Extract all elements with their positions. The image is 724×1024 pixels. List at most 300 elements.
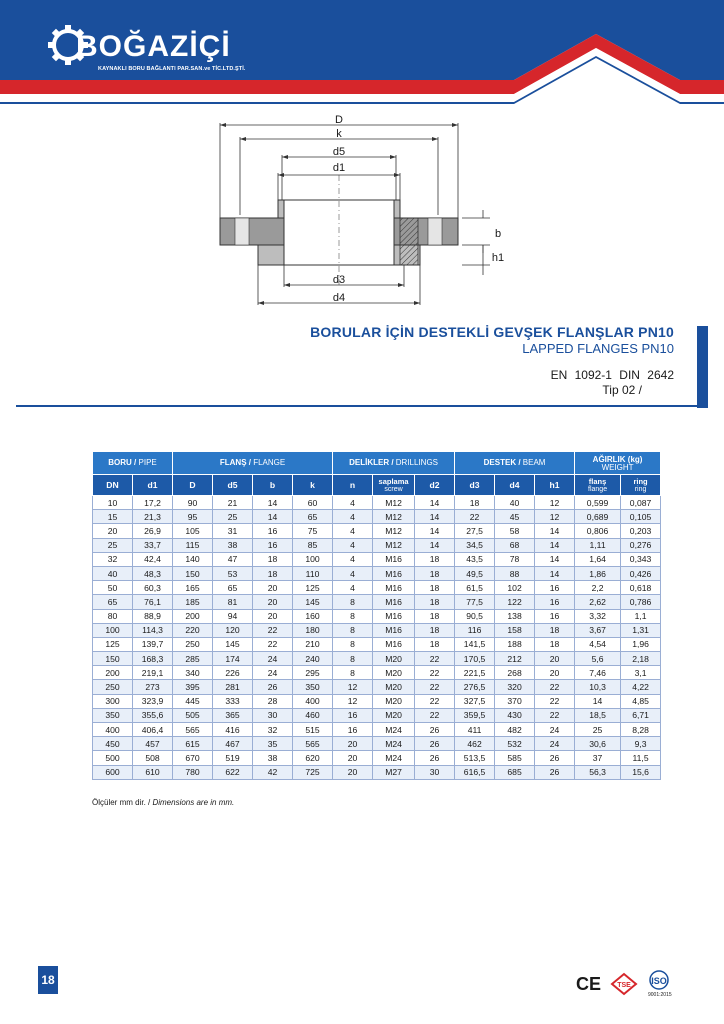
table-cell: 14 [575,694,621,708]
table-cell: 8 [333,666,373,680]
table-cell: M16 [373,623,415,637]
group-header-beam: DESTEK / BEAM [455,452,575,475]
table-cell: 12 [535,510,575,524]
table-cell: 22 [253,637,293,651]
table-cell: 4 [333,552,373,566]
table-cell: 16 [535,581,575,595]
table-cell: 60,3 [133,581,173,595]
table-cell: 3,1 [621,666,661,680]
table-cell: M20 [373,652,415,666]
table-cell: 185 [173,595,213,609]
table-cell: 68 [495,538,535,552]
table-cell: 620 [293,751,333,765]
table-cell: 16 [253,524,293,538]
table-cell: 40 [93,566,133,580]
iso-year: 9001:2015 [648,992,672,998]
table-cell: M20 [373,666,415,680]
table-cell: 76,1 [133,595,173,609]
dim-label-b: b [494,228,502,240]
table-cell: 18 [415,637,455,651]
table-cell: 105 [173,524,213,538]
table-cell: 116 [455,623,495,637]
col-header-dn: DN [93,475,133,496]
table-cell: M16 [373,637,415,651]
table-cell: 350 [293,680,333,694]
table-cell: 0,786 [621,595,661,609]
table-cell: 145 [293,595,333,609]
table-cell: M16 [373,595,415,609]
table-cell: 18 [535,637,575,651]
table-cell: 26,9 [133,524,173,538]
table-cell: 16 [535,595,575,609]
table-cell: 250 [93,680,133,694]
table-cell: 102 [495,581,535,595]
table-cell: 56,3 [575,765,621,779]
table-cell: 457 [133,737,173,751]
col-header-screw: saplama screw [373,475,415,496]
table-cell: 122 [495,595,535,609]
table-cell: 0,599 [575,496,621,510]
table-cell: 0,689 [575,510,621,524]
table-cell: 94 [213,609,253,623]
page-number: 18 [38,966,58,994]
table-cell: 281 [213,680,253,694]
table-cell: 22 [415,666,455,680]
table-cell: 1,31 [621,623,661,637]
table-cell: 482 [495,723,535,737]
table-cell: 81 [213,595,253,609]
table-cell: 1,64 [575,552,621,566]
table-cell: 0,105 [621,510,661,524]
col-header-n: n [333,475,373,496]
title-english: LAPPED FLANGES PN10 [522,341,674,356]
table-cell: 12 [333,694,373,708]
table-cell: 15,6 [621,765,661,779]
table-cell: 77,5 [455,595,495,609]
table-row [93,595,661,609]
table-cell: M12 [373,524,415,538]
table-cell: 22 [415,652,455,666]
table-cell: 22 [455,510,495,524]
col-header-D: D [173,475,213,496]
table-cell: 26 [415,751,455,765]
table-cell: 88 [495,566,535,580]
table-cell: 150 [93,652,133,666]
table-cell: 519 [213,751,253,765]
table-cell: 725 [293,765,333,779]
dim-label-k: k [336,128,342,140]
brand-subtitle: KAYNAKLI BORU BAĞLANTI PAR.SAN.ve TİC.LTD.ŞTİ. [98,66,246,72]
table-cell: 20 [333,765,373,779]
table-cell: 395 [173,680,213,694]
table-body [93,496,661,780]
table-cell: 22 [535,680,575,694]
table-cell: 45 [495,510,535,524]
table-cell: 65 [93,595,133,609]
table-row [93,666,661,680]
table-cell: 210 [293,637,333,651]
table-cell: M16 [373,566,415,580]
title-turkish: BORULAR İÇİN DESTEKLİ GEVŞEK FLANŞLAR PN10 [310,324,674,340]
col-header-d5: d5 [213,475,253,496]
table-row [93,723,661,737]
table-cell: 327,5 [455,694,495,708]
tse-logo-icon [612,974,636,994]
table-cell: 37 [575,751,621,765]
type-label: Tip 02 / [602,383,642,397]
table-cell: 5,6 [575,652,621,666]
table-cell: 505 [173,708,213,722]
table-cell: 500 [93,751,133,765]
table-cell: 30,6 [575,737,621,751]
dimensions-note: Ölçüler mm dir. / Dimensions are in mm. [92,798,235,807]
table-cell: 65 [293,510,333,524]
table-cell: 4 [333,581,373,595]
table-cell: 34,5 [455,538,495,552]
table-cell: 18 [415,609,455,623]
table-row [93,623,661,637]
table-cell: 565 [293,737,333,751]
table-cell: 22 [535,694,575,708]
table-cell: 24 [253,652,293,666]
table-cell: 25 [213,510,253,524]
brand-name: BOĞAZİÇİ [76,30,231,63]
table-cell: 15 [93,510,133,524]
table-cell: 0,203 [621,524,661,538]
table-cell: M16 [373,581,415,595]
table-cell: 14 [415,496,455,510]
title-block [310,324,674,397]
table-cell: 8 [333,652,373,666]
col-header-d4: d4 [495,475,535,496]
table-row [93,708,661,722]
table-cell: 20 [535,666,575,680]
table-cell: 4,85 [621,694,661,708]
table-cell: 14 [253,496,293,510]
table-cell: 273 [133,680,173,694]
dim-label-d3: d3 [332,274,346,286]
table-cell: 221,5 [455,666,495,680]
table-cell: 174 [213,652,253,666]
table-cell: 20 [253,595,293,609]
table-cell: 14 [415,524,455,538]
col-header-flange-weight: flanş flange [575,475,621,496]
table-cell: 61,5 [455,581,495,595]
table-cell: 65 [213,581,253,595]
table-cell: 42,4 [133,552,173,566]
table-cell: 48,3 [133,566,173,580]
table-row [93,581,661,595]
table-cell: 370 [495,694,535,708]
table-cell: 268 [495,666,535,680]
table-cell: 406,4 [133,723,173,737]
table-cell: 4,54 [575,637,621,651]
table-cell: 400 [93,723,133,737]
table-row [93,566,661,580]
table-cell: 10 [93,496,133,510]
table-cell: 138 [495,609,535,623]
header-band [0,0,724,110]
table-cell: 8 [333,595,373,609]
table-cell: 180 [293,623,333,637]
table-cell: 445 [173,694,213,708]
table-cell: 25 [575,723,621,737]
table-cell: 150 [173,566,213,580]
table-cell: 513,5 [455,751,495,765]
table-cell: 2,62 [575,595,621,609]
table-cell: 32 [93,552,133,566]
table-cell: 170,5 [455,652,495,666]
table-cell: 411 [455,723,495,737]
table-cell: 20 [253,609,293,623]
table-cell: 1,11 [575,538,621,552]
table-cell: 20 [333,737,373,751]
table-cell: 250 [173,637,213,651]
table-cell: M12 [373,538,415,552]
table-cell: 49,5 [455,566,495,580]
col-header-d2: d2 [415,475,455,496]
dim-label-h1: h1 [491,252,505,264]
table-cell: 30 [415,765,455,779]
table-cell: 4 [333,524,373,538]
table-cell: 355,6 [133,708,173,722]
table-cell: 24 [535,723,575,737]
table-cell: 160 [293,609,333,623]
table-row [93,510,661,524]
accent-bar [697,326,708,408]
table-cell: 276,5 [455,680,495,694]
table-cell: 3,67 [575,623,621,637]
table-cell: 6,71 [621,708,661,722]
table-cell: 508 [133,751,173,765]
table-cell: M16 [373,552,415,566]
table-cell: 18,5 [575,708,621,722]
table-row [93,524,661,538]
table-cell: 14 [415,538,455,552]
table-cell: 515 [293,723,333,737]
table-row [93,652,661,666]
table-cell: 212 [495,652,535,666]
table-cell: 240 [293,652,333,666]
table-cell: 28 [253,694,293,708]
table-cell: 333 [213,694,253,708]
table-cell: 16 [333,723,373,737]
table-cell: 85 [293,538,333,552]
table-cell: 467 [213,737,253,751]
table-cell: 100 [93,623,133,637]
table-cell: 22 [415,694,455,708]
table-cell: 100 [293,552,333,566]
iso-logo-icon [650,971,668,989]
table-cell: 140 [173,552,213,566]
table-cell: 7,46 [575,666,621,680]
table-cell: 340 [173,666,213,680]
table-cell: 8,28 [621,723,661,737]
table-cell: 226 [213,666,253,680]
table-cell: 26 [415,737,455,751]
dim-label-d1: d1 [332,162,346,174]
table-cell: M20 [373,680,415,694]
table-cell: 26 [535,765,575,779]
table-cell: 22 [415,708,455,722]
table-cell: 615 [173,737,213,751]
table-cell: 400 [293,694,333,708]
table-cell: 18 [535,623,575,637]
group-header-drillings: DELİKLER / DRILLINGS [333,452,455,475]
table-cell: 32 [253,723,293,737]
table-cell: 4 [333,496,373,510]
table-cell: M12 [373,510,415,524]
table-cell: 18 [415,581,455,595]
table-cell: 600 [93,765,133,779]
table-cell: 460 [293,708,333,722]
ce-mark-icon: CE [576,974,602,994]
table-cell: 22 [535,708,575,722]
table-cell: 90,5 [455,609,495,623]
table-cell: 1,86 [575,566,621,580]
table-cell: 21 [213,496,253,510]
table-cell: 200 [93,666,133,680]
table-cell: 365 [213,708,253,722]
table-cell: 532 [495,737,535,751]
table-cell: 12 [333,680,373,694]
col-header-ring-weight: ring ring [621,475,661,496]
table-cell: 16 [333,708,373,722]
table-cell: 22 [253,623,293,637]
table-cell: 40 [495,496,535,510]
table-cell: 18 [253,566,293,580]
col-header-d1: d1 [133,475,173,496]
table-cell: M16 [373,609,415,623]
table-cell: 141,5 [455,637,495,651]
table-cell: 125 [293,581,333,595]
table-cell: 139,7 [133,637,173,651]
table-cell: 50 [93,581,133,595]
table-cell: M24 [373,723,415,737]
table-cell: 1,96 [621,637,661,651]
table-cell: 120 [213,623,253,637]
table-cell: 42 [253,765,293,779]
col-header-k: k [293,475,333,496]
table-cell: 350 [93,708,133,722]
table-cell: 26 [253,680,293,694]
table-cell: 14 [535,524,575,538]
divider [16,405,708,407]
table-cell: 565 [173,723,213,737]
dimensions-table [92,451,661,780]
table-cell: 26 [415,723,455,737]
table-cell: 12 [535,496,575,510]
table-cell: 24 [535,737,575,751]
table-cell: 110 [293,566,333,580]
table-cell: 300 [93,694,133,708]
table-cell: 14 [253,510,293,524]
table-cell: 21,3 [133,510,173,524]
table-cell: 3,32 [575,609,621,623]
table-cell: 610 [133,765,173,779]
table-cell: 18 [415,595,455,609]
table-cell: 14 [535,538,575,552]
table-cell: 114,3 [133,623,173,637]
table-cell: 4 [333,538,373,552]
table-cell: 4 [333,510,373,524]
table-cell: M12 [373,496,415,510]
table-cell: 359,5 [455,708,495,722]
table-cell: 616,5 [455,765,495,779]
table-cell: 78 [495,552,535,566]
table-cell: 125 [93,637,133,651]
table-row [93,637,661,651]
group-header-weight: AĞIRLIK (kg) WEIGHT [575,452,661,475]
table-cell: 670 [173,751,213,765]
table-row [93,552,661,566]
table-cell: 75 [293,524,333,538]
table-cell: 1,1 [621,609,661,623]
table-cell: 18 [253,552,293,566]
table-cell: 58 [495,524,535,538]
table-cell: 30 [253,708,293,722]
table-cell: 323,9 [133,694,173,708]
table-row [93,765,661,779]
table-cell: 450 [93,737,133,751]
table-cell: 158 [495,623,535,637]
table-cell: 780 [173,765,213,779]
table-cell: 462 [455,737,495,751]
table-cell: 145 [213,637,253,651]
table-cell: 219,1 [133,666,173,680]
table-cell: 14 [535,552,575,566]
table-cell: 90 [173,496,213,510]
table-cell: 115 [173,538,213,552]
table-row [93,737,661,751]
table-cell: 8 [333,637,373,651]
table-cell: 14 [415,510,455,524]
table-cell: 0,426 [621,566,661,580]
table-cell: 35 [253,737,293,751]
table-cell: 0,806 [575,524,621,538]
table-cell: 38 [213,538,253,552]
table-cell: 295 [293,666,333,680]
table-cell: 20 [535,652,575,666]
table-cell: 27,5 [455,524,495,538]
dim-label-d5: d5 [332,146,346,158]
table-cell: 4 [333,566,373,580]
table-cell: 47 [213,552,253,566]
table-row [93,751,661,765]
table-cell: 20 [333,751,373,765]
table-cell: 8 [333,623,373,637]
table-row [93,538,661,552]
table-cell: M24 [373,751,415,765]
table-cell: 10,3 [575,680,621,694]
table-cell: 11,5 [621,751,661,765]
table-cell: 285 [173,652,213,666]
table-cell: 2,2 [575,581,621,595]
flange-drawing [200,115,520,320]
table-cell: 188 [495,637,535,651]
table-cell: 0,087 [621,496,661,510]
table-cell: 16 [535,609,575,623]
table-cell: 4,22 [621,680,661,694]
table-cell: 53 [213,566,253,580]
dim-label-d4: d4 [332,292,346,304]
table-cell: 416 [213,723,253,737]
table-cell: 168,3 [133,652,173,666]
table-cell: 9,3 [621,737,661,751]
col-header-d3: d3 [455,475,495,496]
table-cell: 26 [535,751,575,765]
table-cell: 200 [173,609,213,623]
